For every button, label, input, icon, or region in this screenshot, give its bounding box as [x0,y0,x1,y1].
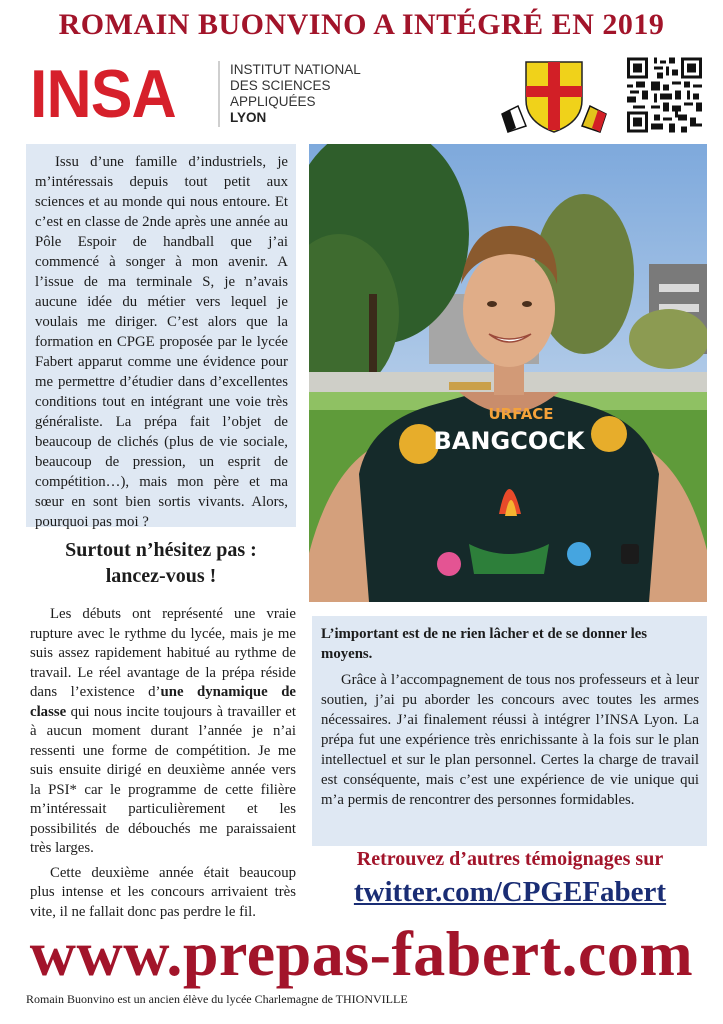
conclusion-lead: L’important est de ne rien lâcher et de se donner les moyens. [321,626,648,662]
student-photo [309,144,707,602]
conclusion-box [312,616,707,846]
twitter-link[interactable]: twitter.com/CPGEFabert [353,876,667,908]
intro-text: Issu d’une famille d’industriels, je m’intéressais depuis tout petit aux sciences et au monde qui nous entoure. Et c’est en classe de 2nde après une année au Pôle Espoir de handball que j’ai commencé à songer à mon avenir. A l’issue de ma terminale S, je n’avais aucune idée du métier vers lequel je voulais me diriger. C’est alors que la formation en CPGE proposée par le lycée Fabert apparut comme une évidence pour me permettre d’étudier dans d’excellentes conditions tout en intégrant une voie très généraliste. La prépa fait l’objet de beaucoup de clichés (plus de vie sociale, beaucoup de pression, un esprit de compétition…), mais mon père et ma sœur en sont bien sortis vivants. Alors, pourquoi pas moi ? [35,154,288,530]
highlight-quote [26,537,296,589]
insa-wordmark: INSA [30,56,176,132]
insa-name-line: INSTITUT NATIONAL [230,62,361,77]
emphasis-text: une dynamique de classe [30,684,296,720]
more-testimonies-label: Retrouvez d’autres témoignages sur [356,848,664,870]
shirt-text-small: URFACE [488,405,554,423]
testimony-column [30,605,296,927]
insa-name [230,62,361,126]
coat-of-arms-icon [496,56,612,136]
logo-divider [218,61,220,127]
conclusion-text: Grâce à l’accompagnement de tous nos professeurs et à leur soutien, j’ai pu aborder les concours avec toutes les armes nécessaires. J’ai finalement réussi à intégrer l’INSA Lyon. La prépa fut une expérience très enrichissante à la fois sur le plan intellectuel et sur le plan personnel. Certes la charge de travail est conséquente, mais c’est une expérience de vie unique qui m’a permis de rencontrer des personnes formidables. [321,672,699,808]
insa-name-line: DES SCIENCES [230,78,331,93]
qr-code-icon[interactable] [627,57,702,133]
text-run: Les débuts ont représenté une vraie rupture avec le rythme du lycée, mais je me suis assez rapidement habitué au rythme de travail. Le réel avantage de la prépa réside dans l’existence d’ [30,606,296,700]
footer-note: Romain Buonvino est un ancien élève du lycée Charlemagne de THIONVILLE [26,992,408,1006]
highlight-line: Surtout n’hésitez pas : [65,539,257,561]
text-run: qui nous incite toujours à travailler et à aucun moment durant l’année je n’ai ressenti une forme de compétition. Je me suis ensuite dirigé en deuxième année vers la PSI* car le programme de cette filière m’intéressait particulièrement et les possibilités de débouchés me paraissaient très larges. [30,703,296,856]
testimony-paragraph: Cette deuxième année était beaucoup plus intense et les concours arrivaient très vite, il ne fallait donc pas perdre le fil. [30,864,296,920]
website-link[interactable]: www.prepas-fabert.com [29,918,694,989]
testimony-paragraph [30,605,296,859]
intro-box [26,144,296,530]
insa-name-line: APPLIQUÉES [230,94,316,109]
insa-logo [30,58,361,130]
page-title: ROMAIN BUONVINO A INTÉGRÉ EN 2019 [58,8,665,41]
highlight-line: lancez-vous ! [105,565,217,587]
insa-name-line: LYON [230,110,267,125]
shirt-text-large: BANGCOCK [433,427,585,455]
